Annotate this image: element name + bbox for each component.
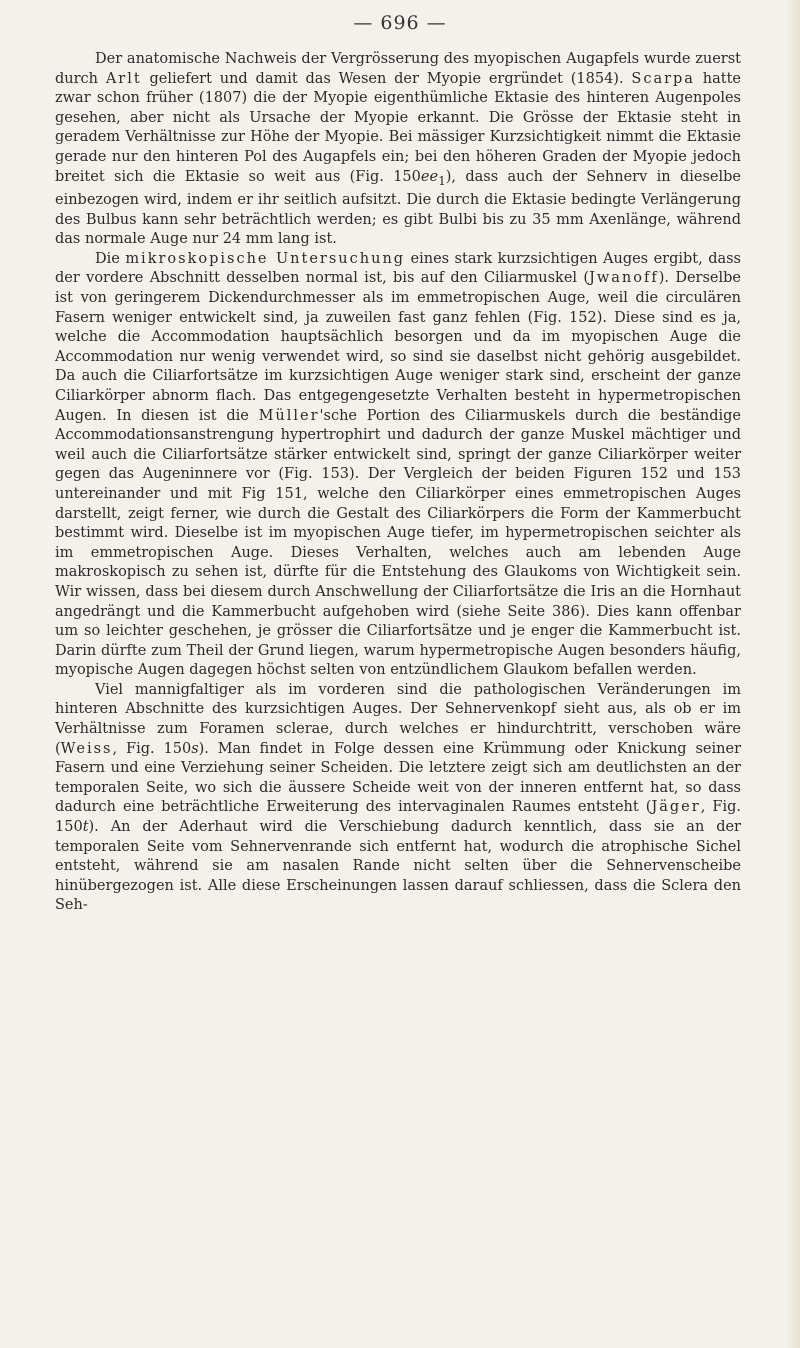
text-run: , Fig. 150 bbox=[112, 740, 192, 757]
page-edge-shadow bbox=[786, 0, 800, 1348]
author-name: Müller bbox=[258, 407, 320, 424]
text-run: ), dass auch der Sehnerv in dieselbe einbezogen wird, indem er ihr seitlich aufsitzt. Die durch die Ektasie bedingte Verlängerung des Bulbus kann sehr beträchtlich werden; es gibt Bulbi bis zu 35 mm Axenlänge, während das normale Auge nur 24 mm lang ist. bbox=[55, 168, 741, 248]
paragraph bbox=[55, 681, 741, 916]
paragraph bbox=[55, 250, 741, 681]
text-run: hatte zwar schon früher (1807) die der Myopie eigenthümliche Ektasie des hinteren Augenpoles gesehen, aber nicht als Ursache der Myopie erkannt. Die Grösse der Ektasie steht in geradem Verhältnisse zur Höhe der Myopie. Bei mässiger Kurzsichtigkeit nimmt die Ektasie gerade nur den hinteren Pol des Augapfels ein; bei den höheren Graden der Myopie jedoch breitet sich die Ektasie so weit aus (Fig. 150 bbox=[55, 70, 741, 185]
author-name: mikroskopische Untersuchung bbox=[125, 250, 406, 267]
text-run: 1 bbox=[438, 173, 446, 188]
text-run: Der anatomische Nachweis der Vergrösserung des myopischen Augapfels wurde zuerst durch bbox=[55, 51, 741, 87]
text-run: ). Man findet in Folge dessen eine Krümmung oder Knickung seiner Fasern und eine Verziehung seiner Scheiden. Die letztere zeigt sich am deutlichsten an der temporalen Seite, wo sich die äussere Scheide weit von der inneren entfernt hat, so dass dadurch eine beträchtliche Erweiterung des intervaginalen Raumes entsteht ( bbox=[55, 740, 742, 816]
author-name: Arlt bbox=[105, 70, 142, 87]
author-name: Weiss bbox=[60, 740, 113, 757]
author-name: Scarpa bbox=[631, 70, 695, 87]
text-run: , Fig. 150 bbox=[55, 799, 741, 836]
author-name: Jäger bbox=[651, 799, 701, 816]
text-run: t bbox=[82, 819, 89, 836]
author-name: Jwanoff bbox=[589, 270, 659, 287]
text-run: ee bbox=[420, 168, 439, 185]
text-run: geliefert und damit das Wesen der Myopie ergründet (1854). bbox=[141, 70, 632, 87]
paragraph bbox=[55, 50, 741, 250]
text-run: s bbox=[191, 740, 199, 757]
text-run: Die bbox=[95, 250, 126, 267]
body-text bbox=[55, 50, 741, 916]
text-run: ). An der Aderhaut wird die Verschiebung dadurch kenntlich, dass sie an der temporalen Seite vom Sehnervenrande sich entfernt hat, wodurch die atrophische Sichel entsteht, während sie am nasalen Rande nicht selten über die Sehnervenscheibe hinübergezogen ist. Alle diese Erscheinungen lassen darauf schliessen, dass die Sclera den Seh- bbox=[55, 819, 741, 914]
text-run: 'sche Portion des Ciliarmuskels durch die beständige Accommodationsanstrengung hypertrophirt und dadurch der ganze Muskel mächtiger und weil auch die Ciliarfortsätze stärker entwickelt sind, springt der ganze Ciliarkörper weiter gegen das Augeninnere vor (Fig. 153). Der Vergleich der beiden Figuren 152 und 153 untereinander und mit Fig 151, welche den Ciliarkörper eines emmetropischen Auges darstellt, zeigt ferner, wie durch die Gestalt des Ciliarkörpers die Form der Kammerbucht bestimmt wird. Dieselbe ist im myopischen Auge tiefer, im hypermetropischen seichter als im emmetropischen Auge. Dieses Verhalten, welches auch am lebenden Auge makroskopisch zu sehen ist, dürfte für die Entstehung des Glaukoms von Wichtigkeit sein. Wir wissen, dass bei diesem durch Anschwellung der Ciliarfortsätze die Iris an die Hornhaut angedrängt und die Kammerbucht aufgehoben wird (siehe Seite 386). Dies kann offenbar um so leichter geschehen, je grösser die Ciliarfortsätze und je enger die Kammerbucht ist. Darin dürfte zum Theil der Grund liegen, warum hypermetropische Augen besonders häufig, myopische Augen dagegen höchst selten von entzündlichem Glaukom befallen werden. bbox=[55, 407, 741, 679]
text-run: eines stark kurzsichtigen Auges ergibt, dass der vordere Abschnitt desselben normal ist, bis auf den Ciliarmuskel ( bbox=[55, 250, 741, 287]
page-number: — 696 — bbox=[353, 12, 447, 34]
text-run: ). Derselbe ist von geringerem Dickendurchmesser als im emmetropischen Auge, weil die circulären Fasern weniger entwickelt sind, ja zuweilen fast ganz fehlen (Fig. 152). Diese sind es ja, welche die Accommodation hauptsächlich besorgen und da im myopischen Auge die Accommodation nur wenig verwendet wird, so sind sie daselbst nicht gehörig ausgebildet. Da auch die Ciliarfortsätze im kurzsichtigen Auge weniger stark sind, erscheint der ganze Ciliarkörper abnorm flach. Das entgegengesetzte Verhalten besteht in hypermetropischen Augen. In diesen ist die bbox=[55, 270, 741, 424]
text-run: Viel mannigfaltiger als im vorderen sind die pathologischen Veränderungen im hinteren Abschnitte des kurzsichtigen Auges. Der Sehnervenkopf sieht aus, als ob er im Verhältnisse zum Foramen sclerae, durch welches er hindurchtritt, verschoben wäre ( bbox=[55, 681, 741, 757]
